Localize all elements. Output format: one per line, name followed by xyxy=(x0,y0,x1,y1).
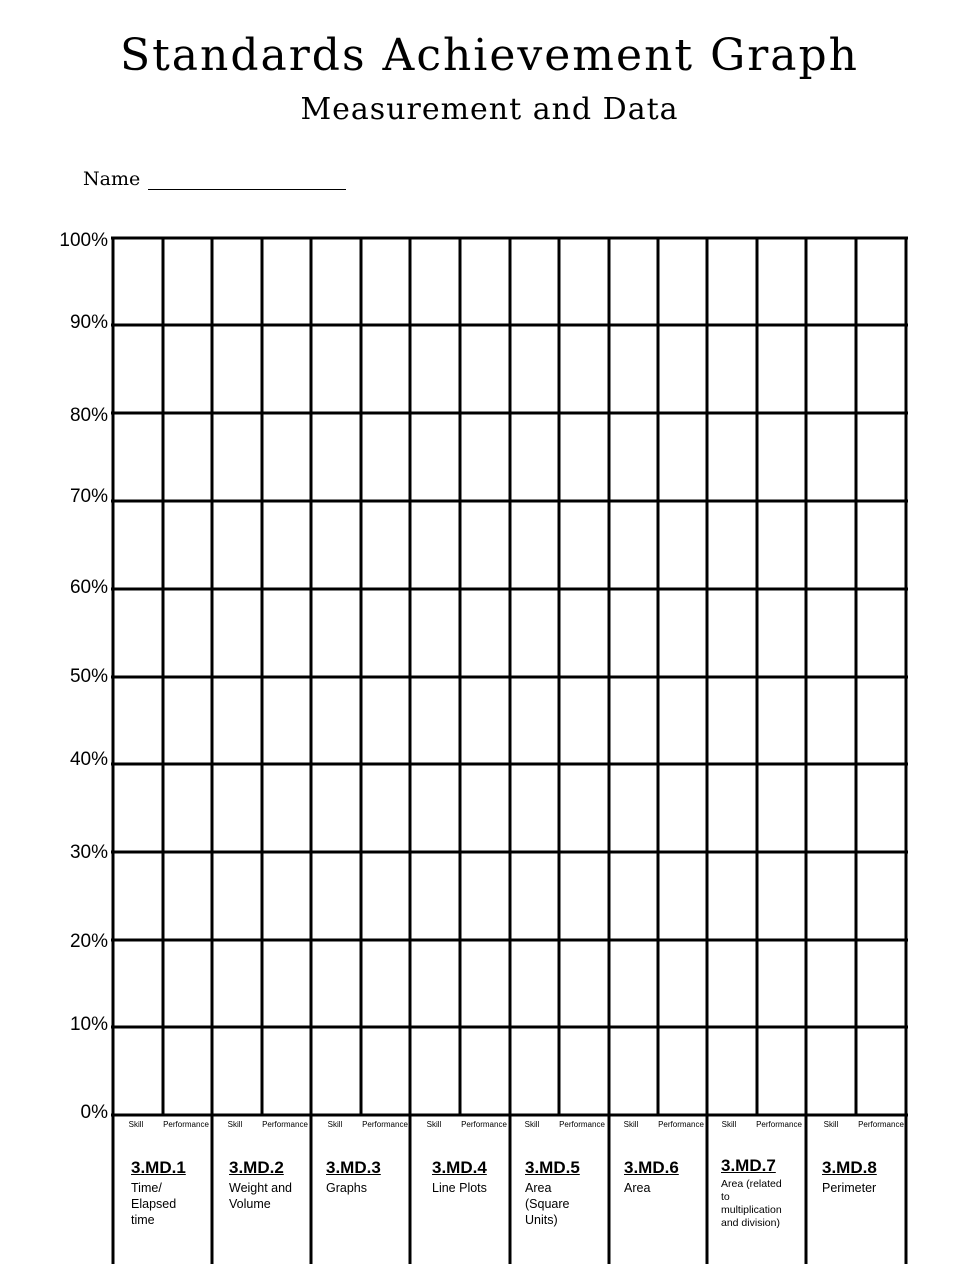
standard-code: 3.MD.5 xyxy=(525,1158,580,1177)
skill-label: Skill xyxy=(524,1120,540,1129)
performance-label: Performance xyxy=(858,1120,904,1129)
standard-code: 3.MD.4 xyxy=(432,1158,487,1177)
performance-label: Performance xyxy=(756,1120,802,1129)
performance-label: Performance xyxy=(362,1120,408,1129)
skill-label: Skill xyxy=(823,1120,839,1129)
standard-description: Weight and Volume xyxy=(229,1181,293,1211)
y-label-40: 40% xyxy=(69,749,108,770)
performance-label: Performance xyxy=(163,1120,209,1129)
skill-label: Skill xyxy=(721,1120,737,1129)
standard-md2 xyxy=(229,1158,319,1212)
standard-code: 3.MD.8 xyxy=(822,1158,877,1177)
skill-label: Skill xyxy=(327,1120,343,1129)
standard-md1 xyxy=(131,1158,221,1228)
standard-code: 3.MD.1 xyxy=(131,1158,186,1177)
standard-code: 3.MD.7 xyxy=(721,1156,776,1175)
performance-label: Performance xyxy=(559,1120,605,1129)
skill-label: Skill xyxy=(227,1120,243,1129)
y-label-90: 90% xyxy=(69,312,108,333)
standard-code: 3.MD.3 xyxy=(326,1158,381,1177)
standard-code: 3.MD.2 xyxy=(229,1158,284,1177)
skill-label: Skill xyxy=(623,1120,639,1129)
standard-description: Line Plots xyxy=(432,1181,487,1195)
y-label-30: 30% xyxy=(69,842,108,863)
standard-code: 3.MD.6 xyxy=(624,1158,679,1177)
name-label: Name xyxy=(83,168,141,190)
page-subtitle: Measurement and Data xyxy=(300,92,679,127)
y-label-60: 60% xyxy=(69,577,108,598)
y-label-100: 100% xyxy=(59,230,108,251)
standard-description: Area (Square Units) xyxy=(525,1181,570,1227)
y-label-20: 20% xyxy=(69,931,108,952)
standard-md8 xyxy=(822,1158,912,1196)
y-label-80: 80% xyxy=(69,405,108,426)
performance-label: Performance xyxy=(262,1120,308,1129)
y-label-10: 10% xyxy=(69,1014,108,1035)
skill-label: Skill xyxy=(426,1120,442,1129)
standard-description: Time/ Elapsed time xyxy=(131,1181,177,1227)
page-title: Standards Achievement Graph xyxy=(119,30,859,81)
standard-description: Area (related to multiplication and division) xyxy=(721,1178,782,1229)
y-label-70: 70% xyxy=(69,486,108,507)
performance-label: Performance xyxy=(658,1120,704,1129)
standard-description: Graphs xyxy=(326,1181,367,1195)
y-label-0: 0% xyxy=(80,1102,108,1123)
performance-label: Performance xyxy=(461,1120,507,1129)
y-label-50: 50% xyxy=(69,666,108,687)
standard-description: Perimeter xyxy=(822,1181,877,1195)
standard-md3 xyxy=(326,1158,416,1196)
standard-md5 xyxy=(525,1158,615,1228)
standard-md6 xyxy=(624,1158,714,1196)
standard-description: Area xyxy=(624,1181,651,1195)
standard-md7 xyxy=(721,1156,811,1230)
skill-label: Skill xyxy=(128,1120,144,1129)
standard-md4 xyxy=(432,1158,522,1196)
